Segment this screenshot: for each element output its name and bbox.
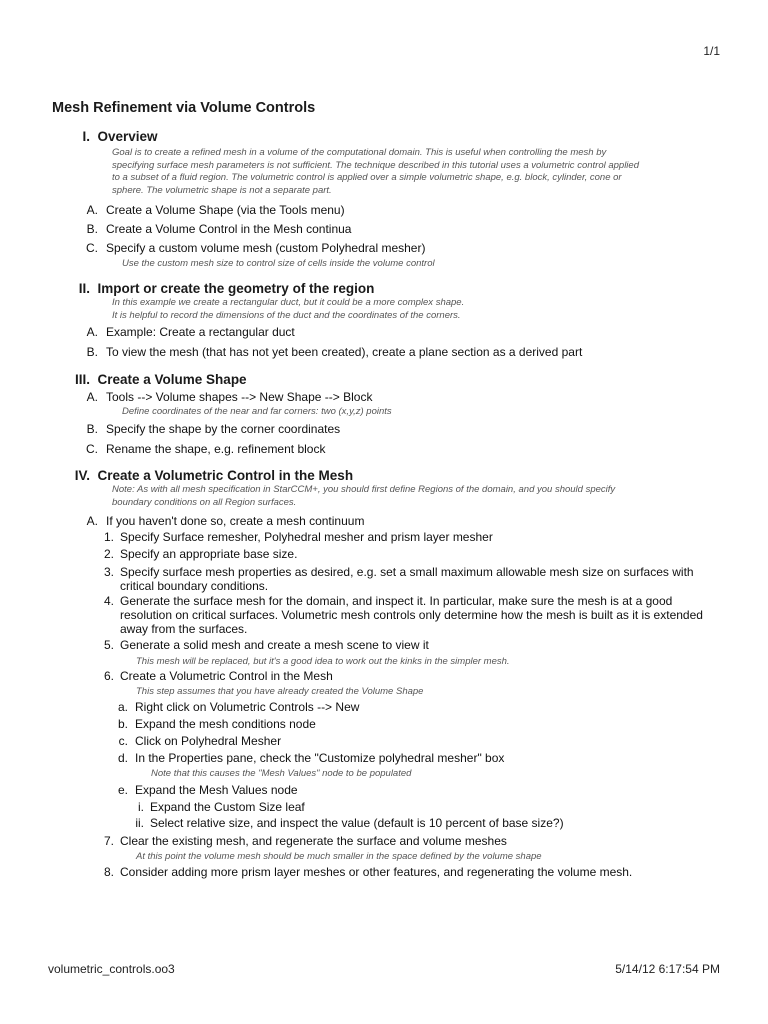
document-title: Mesh Refinement via Volume Controls bbox=[52, 100, 316, 116]
list-item: To view the mesh (that has not yet been created), create a plane section as a derived part bbox=[106, 345, 583, 359]
step-item: Specify Surface remesher, Polyhedral mesher and prism layer mesher bbox=[120, 530, 493, 544]
section-heading-4: IV. Create a Volumetric Control in the Mesh bbox=[74, 468, 354, 483]
subsubstep-marker: ii. bbox=[135, 816, 144, 830]
step-item: Generate a solid mesh and create a mesh scene to view it bbox=[120, 638, 429, 652]
substep-item: In the Properties pane, check the "Customize polyhedral mesher" box bbox=[135, 751, 505, 765]
item-marker: B. bbox=[86, 345, 98, 359]
list-item: If you haven't done so, create a mesh continuum bbox=[106, 514, 365, 528]
step-marker: 5. bbox=[103, 638, 114, 652]
item-marker: A. bbox=[86, 203, 98, 217]
item-note: Use the custom mesh size to control size of cells inside the volume control bbox=[122, 258, 435, 269]
substep-marker: a. bbox=[117, 700, 128, 714]
list-item: Create a Volume Shape (via the Tools menu) bbox=[106, 203, 345, 217]
page-number: 1/1 bbox=[703, 44, 720, 58]
substep-item: Right click on Volumetric Controls --> New bbox=[135, 700, 360, 714]
footer-filename: volumetric_controls.oo3 bbox=[48, 962, 175, 976]
section-heading-3: III. Create a Volume Shape bbox=[74, 372, 247, 387]
item-note: Define coordinates of the near and far corners: two (x,y,z) points bbox=[122, 406, 392, 417]
step-item: Specify surface mesh properties as desired, e.g. set a small maximum allowable mesh size on surfaces with critical boundary conditions. bbox=[120, 565, 694, 593]
step-note: This mesh will be replaced, but it's a good idea to work out the kinks in the simpler mesh. bbox=[136, 656, 510, 667]
step-item: Clear the existing mesh, and regenerate the surface and volume meshes bbox=[120, 834, 507, 848]
list-item: Tools --> Volume shapes --> New Shape --> Block bbox=[106, 390, 373, 404]
step-item: Consider adding more prism layer meshes or other features, and regenerating the volume mesh. bbox=[120, 865, 633, 879]
list-item: Create a Volume Control in the Mesh continua bbox=[106, 222, 352, 236]
substep-marker: d. bbox=[117, 751, 128, 765]
step-item: Create a Volumetric Control in the Mesh bbox=[120, 669, 333, 683]
item-marker: C. bbox=[86, 241, 98, 255]
substep-note: Note that this causes the "Mesh Values" node to be populated bbox=[151, 768, 412, 779]
item-marker: B. bbox=[86, 222, 98, 236]
section-heading-1: I. Overview bbox=[82, 129, 158, 144]
section-1-note: Goal is to create a refined mesh in a volume of the computational domain. This is useful when controlling the mesh by specifying surface mesh parameters is not sufficient. The technique described in this tutorial uses a volumetric control applied to a subset of a fluid region. The volumetric control is applied over a simple volumetric shape, e.g. block, cylinder, cone or sphere. The volumetric shape is not a separate part. bbox=[112, 147, 639, 196]
footer-timestamp: 5/14/12 6:17:54 PM bbox=[615, 962, 720, 976]
subsubstep-item: Select relative size, and inspect the value (default is 10 percent of base size?) bbox=[150, 816, 564, 830]
step-marker: 8. bbox=[103, 865, 114, 879]
list-item: Specify a custom volume mesh (custom Polyhedral mesher) bbox=[106, 241, 426, 255]
step-marker: 2. bbox=[103, 547, 114, 561]
item-marker: A. bbox=[86, 390, 98, 404]
substep-marker: e. bbox=[117, 783, 128, 797]
step-note: At this point the volume mesh should be much smaller in the space defined by the volume shape bbox=[136, 851, 542, 862]
item-marker: C. bbox=[86, 442, 98, 456]
substep-item: Expand the Mesh Values node bbox=[135, 783, 298, 797]
subsubstep-marker: i. bbox=[138, 800, 144, 814]
step-item: Generate the surface mesh for the domain, and inspect it. In particular, make sure the mesh is at a good resolution on critical surfaces. Volumetric mesh controls only determine how the mesh is built as it is extended away from the surfaces. bbox=[120, 594, 703, 636]
substep-item: Click on Polyhedral Mesher bbox=[135, 734, 282, 748]
step-marker: 4. bbox=[103, 594, 114, 608]
item-marker: A. bbox=[86, 514, 98, 528]
step-note: This step assumes that you have already created the Volume Shape bbox=[136, 686, 424, 697]
step-marker: 1. bbox=[103, 530, 114, 544]
section-heading-2: II. Import or create the geometry of the region bbox=[78, 281, 375, 296]
step-item: Specify an appropriate base size. bbox=[120, 547, 298, 561]
list-item: Specify the shape by the corner coordinates bbox=[106, 422, 341, 436]
substep-marker: c. bbox=[118, 734, 128, 748]
list-item: Example: Create a rectangular duct bbox=[106, 325, 295, 339]
item-marker: A. bbox=[86, 325, 98, 339]
section-2-note: In this example we create a rectangular duct, but it could be a more complex shape. It is helpful to record the dimensions of the duct and the coordinates of the corners. bbox=[112, 297, 465, 321]
item-marker: B. bbox=[86, 422, 98, 436]
substep-marker: b. bbox=[117, 717, 128, 731]
subsubstep-item: Expand the Custom Size leaf bbox=[150, 800, 305, 814]
step-marker: 6. bbox=[103, 669, 114, 683]
substep-item: Expand the mesh conditions node bbox=[135, 717, 316, 731]
step-marker: 3. bbox=[103, 565, 114, 579]
step-marker: 7. bbox=[103, 834, 114, 848]
section-4-note: Note: As with all mesh specification in StarCCM+, you should first define Regions of the domain, and you should specify boundary conditions on all Region surfaces. bbox=[112, 484, 616, 508]
list-item: Rename the shape, e.g. refinement block bbox=[106, 442, 326, 456]
